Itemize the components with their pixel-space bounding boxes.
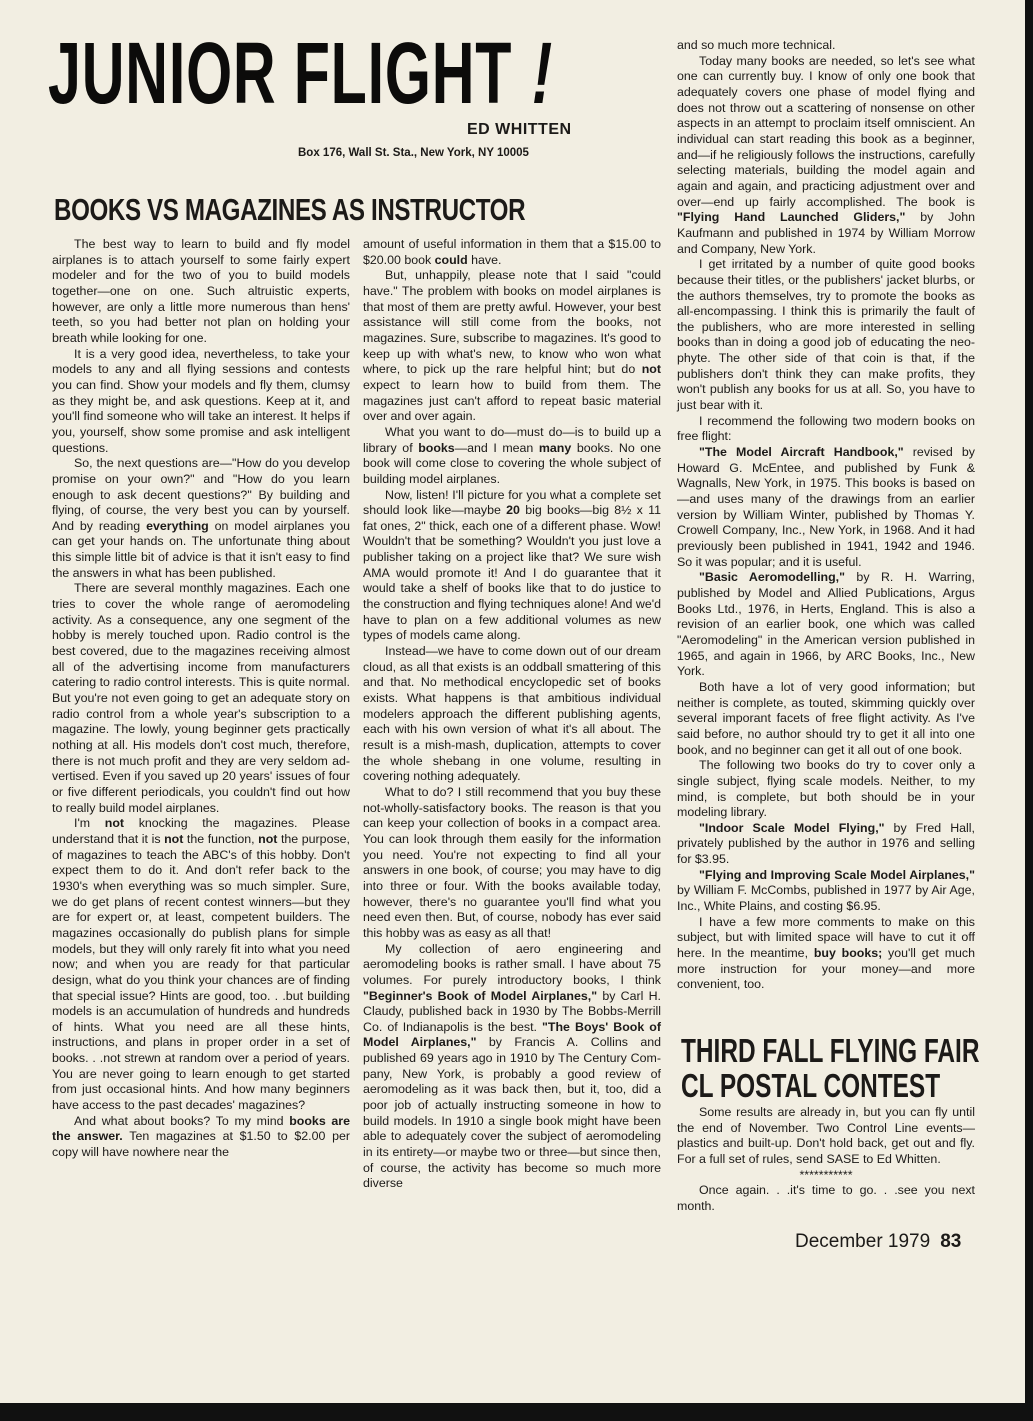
bold-text: buy books; xyxy=(813,946,883,961)
column-title-text: JUNIOR FLIGHT xyxy=(48,24,513,123)
paragraph xyxy=(52,581,350,816)
bold-text: not xyxy=(641,362,661,377)
text-run: Some results are already in, but you can fly until the end of November. Two Control Line events—plastics and built-up. Don't hold back, get out and fly. For a full set of rules, send SASE to Ed Whitten. xyxy=(677,1105,975,1166)
text-run: Instead—we have to come down out of our dream cloud, as all that exists is an oddball smattering of this and that. No methodical encyclopedic set of books exists. What happens is that ambitious individual modelers approach the different publishing agents, each with his own version of what it's all about. The result is a mish-mash, duplication, attempts to cover the whole shebang in one volume, resulting in covering nothing adequately. xyxy=(363,644,661,784)
bold-text: 20 xyxy=(506,503,520,518)
bold-text: not xyxy=(104,816,125,831)
text-run: by Carl H. Claudy, published back in 1930 by The Bobbs-Merrill Co. of Indianapolis is the best. xyxy=(363,988,661,1034)
column-title-exclamation: ! xyxy=(526,24,561,123)
text-run: on model airplanes you can get your hands on. The unfortunate thing about this simple little bit of advice is that it isn't easy to find the answers in what has been published. xyxy=(52,518,351,580)
text-run: It is a very good idea, nevertheless, to take your models to any and all flying sessions and contests you can find. Show your models and fly them, clumsy as they might be, and ask questions. Keep at it, and you'll find someone who will take an interest. It helps if you, yourself, show some promise and ask intelligent questions. xyxy=(52,346,350,455)
text-run: And what about books? To my mind xyxy=(74,1113,290,1128)
text-run: What you want to do—must do—is to build up a library of xyxy=(363,424,661,455)
text-run: Ten magazines at $1.50 to $2.00 per copy will have nowhere near the xyxy=(52,1129,350,1160)
article-column-3 xyxy=(677,38,975,993)
bold-text: not xyxy=(164,831,184,846)
text-run: by Francis A. Collins and published 69 years ago in 1910 by The Century Company, New York, is probably a good review of aeromodeling as it was back then, but it, too, did a poor job of actually instructing someone in how to build models. In 1910 a single book might have been able to adequately cover the subject of aeromodeling in its entirety—or maybe two or three—but since then, of course, the activity has become so much more diverse xyxy=(363,1035,661,1191)
bold-text: books are the answer. xyxy=(52,1113,350,1144)
bold-text: "Basic Aeromodelling," xyxy=(699,570,845,585)
text-run: The following two books do try to cover only a single subject, flying scale models. Neither, to my mind, is complete, but both should be in your modeling library. xyxy=(677,758,975,820)
text-run: What to do? I still recommend that you buy these not-wholly-satisfactory books. The reason is that you can keep your collection of books in a compact area. You can look through them easily for the information you need. You're not expecting to find all your answers in one book, of course; you may have to dig into three or four. With the books available today, however, there's no guarantee you'll find what you need even then. But, of course, nobody has ever said this hobby was as easy as all that! xyxy=(363,784,661,940)
paragraph xyxy=(52,347,350,457)
text-run: Once again. . .it's time to go. . .see you next month. xyxy=(677,1183,975,1213)
text-run: My collection of aero engineering and aeromodeling books is rather small. I have about 75 volumes. For purely introductory books, I think xyxy=(363,941,661,987)
paragraph xyxy=(52,1114,350,1161)
text-run: —and I mean xyxy=(454,440,539,455)
text-run: Both have a lot of very good information; but neither is complete, as touted, skimming quickly over several imporant facets of free flight activity. As I've said before, no author should try to get it all into one book, and no beginner can get it all out of one book. xyxy=(677,679,975,757)
separator-stars xyxy=(677,1168,975,1184)
column-title xyxy=(48,24,561,123)
paragraph xyxy=(677,821,975,868)
article-column-1 xyxy=(52,237,350,1161)
text-run: and so much more technical. xyxy=(677,38,836,52)
sidebar-headline-line-1: THIRD FALL FLYING FAIR xyxy=(681,1032,980,1070)
bold-text: "Flying and Improving Scale Model Airplanes," xyxy=(699,867,975,882)
text-run: by Fred Hall, privately published by the author in 1976 and selling for $3.95. xyxy=(677,820,975,867)
paragraph xyxy=(363,425,661,488)
paragraph xyxy=(677,414,975,445)
article-headline: BOOKS VS MAGAZINES AS INSTRUCTOR xyxy=(54,192,526,227)
paragraph xyxy=(363,488,661,645)
bold-text: "The Model Aircraft Handbook," xyxy=(699,445,904,460)
paragraph xyxy=(677,758,975,821)
sidebar-body xyxy=(677,1105,975,1215)
sidebar-headline-line-2: CL POSTAL CONTEST xyxy=(681,1067,941,1105)
text-run: the function, xyxy=(183,831,259,846)
text-run: have. xyxy=(467,252,502,267)
paragraph xyxy=(677,868,975,915)
bold-text: many xyxy=(538,440,572,455)
bold-text: "Flying Hand Launched Gliders," xyxy=(677,210,906,225)
bold-text: books xyxy=(418,440,455,455)
paragraph xyxy=(677,1105,975,1168)
scan-edge-right xyxy=(1025,0,1033,1421)
text-run: *********** xyxy=(799,1167,853,1182)
author-byline: ED WHITTEN xyxy=(467,121,572,138)
text-run: expect to learn how to build from them. The magazines just can't afford to repeat basic material over and over again. xyxy=(363,377,661,424)
text-run: I get irritated by a number of quite good books because their titles, or the publishers' jacket blurbs, or the authors themselves, try to promote the books as all-encompassing. I think this is primarily the fault of the publishers, who are more interested in selling books than in doing a good job of educating the neophyte. The other side of that coin is that, if the publishers don't think they can make profits, they won't publish any books for us at all. So, you have to just bear with it. xyxy=(677,257,975,413)
text-run: There are several monthly magazines. Each one tries to cover the whole range of aeromodeling activity. As a consequence, any one segment of the hobby is merely touched upon. Radio control is the best covered, due to the magazines receiving almost all of the advertising income from manufacturers catering to radio control interests. This is quite normal. But you're not even going to get an adequate story on radio control from a whole year's subscription to a magazine. The lowly, young beginner gets practically nothing at all. His models don't cost much, therefore, there is not much profit and they are very seldom advertised. Even if you saved up 20 years' issues of four or five different periodicals, you couldn't find out how to really build model airplanes. xyxy=(52,581,350,815)
paragraph xyxy=(52,816,350,1113)
text-run: by R. H. Warring, published by Model and Allied Publications, Argus Books Ltd., 1976, in Herts, England. This is also a revision of an earlier book, one which was called "Aeromodeling" in the American version published in 1965, and again in 1966, by ARC Books, Inc., New York. xyxy=(677,570,975,679)
text-run: books. No one book will come close to covering the whole subject of building model airplanes. xyxy=(363,440,661,486)
bold-text: could xyxy=(434,252,468,267)
paragraph xyxy=(677,38,975,54)
text-run: the purpose, of magazines to teach the ABC's of this hobby. Don't expect them to do it. And don't refer back to the 1930's when everything was so much simpler. Sure, we do get plans of recent contest winners—but they are for expert or, at least, competent builders. The magazines occasionally do publish plans for simple models, but they will only rarely fit into what you need now; and when you are ready for that particular design, what do you think your chances are of finding that special issue? Hints are good, too. . .but building models is an accumulation of hundreds and hundreds of hints. What you need are all these hints, instructions, and plans in proper order in a set of books. . .not strewn at random over a period of years. You are never going to learn enough to get started from just occasional hints. And how many beginners have access to the past decades' magazines? xyxy=(52,831,350,1113)
text-run: But, unhappily, please note that I said "could have." The problem with books on model airplanes is that most of them are pretty awful. However, your best assistance will still come from the books, not magazines. Sure, subscribe to magazines. It's good to keep up with what's new, to know who won what where, to pick up the rare helpful hint; but do xyxy=(363,268,661,377)
paragraph xyxy=(52,237,350,347)
paragraph xyxy=(677,54,975,258)
paragraph xyxy=(677,445,975,570)
text-run: Now, listen! I'll picture for you what a complete set should look like—maybe xyxy=(363,487,661,518)
scan-edge-bottom xyxy=(0,1403,1033,1421)
right-column-stack xyxy=(677,38,980,1253)
bold-text: "Beginner's Book of Model Airplanes," xyxy=(363,988,598,1003)
text-run: big books—big 8½ x 11 fat ones, 2" thick, each one of a different phase. Wow! Wouldn't that be something? Wouldn't you just love a publisher taking on a project like that? We sure wish AMA would promote it! And I do guarantee that it would take a shelf of books like that to do justice to the construction and flying techniques alone! And we'd have to plan on a few additional volumes as new types of models came along. xyxy=(363,503,661,643)
paragraph xyxy=(677,915,975,993)
page-number: 83 xyxy=(940,1230,962,1252)
bold-text: everything xyxy=(146,518,209,533)
paragraph xyxy=(677,680,975,758)
text-run: knocking the magazines. Please understand that it is xyxy=(52,816,350,846)
issue-date: December 1979 xyxy=(795,1230,931,1252)
text-run: by William F. McCombs, published in 1977 by Air Age, Inc., White Plains, and costing $6.95. xyxy=(677,883,975,914)
paragraph xyxy=(52,456,350,581)
paragraph xyxy=(363,237,661,268)
paragraph xyxy=(677,257,975,414)
text-run: by John Kaufmann and published in 1974 by William Morrow and Company, New York. xyxy=(677,210,975,256)
text-run: The best way to learn to build and fly model airplanes is to attach yourself to some fairly expert modeler and for the two of you to build models together—one on one. Such altruistic experts, however, are only a little more numerous than hens' teeth, so you had better not plan on holding your breath while looking for one. xyxy=(52,237,350,345)
text-run: I recommend the following two modern books on free flight: xyxy=(677,413,975,444)
text-run: So, the next questions are—"How do you develop promise on your own?" and "How do you learn enough to ask decent questions?" By building and flying, of course, the very best you can by yourself. And by reading xyxy=(52,456,350,533)
article-column-2 xyxy=(363,237,661,1192)
bold-text: not xyxy=(258,831,278,846)
paragraph xyxy=(363,644,661,785)
text-run: amount of useful information in them that a $15.00 to $20.00 book xyxy=(363,237,661,267)
paragraph xyxy=(363,268,661,425)
paragraph xyxy=(677,1183,975,1214)
paragraph xyxy=(363,785,661,942)
bold-text: "The Boys' Book of Model Airplanes," xyxy=(363,1019,661,1050)
text-run: I'm xyxy=(74,816,105,831)
sidebar-headline xyxy=(681,1032,980,1105)
paragraph xyxy=(363,942,661,1193)
text-run: Today many books are needed, so let's see what one can currently buy. I know of only one book that adequately covers one phase of model flying and does not throw out a scattering of nonsense on other aspects in an attempt to proclaim itself omniscient. An individual can start reading this book as a beginner, and—if he religiously follows the instructions, carefully selecting materials, building the model again and again and again, and practicing adjustment over and over—end up fairly accomplished. The book is xyxy=(677,53,975,209)
author-address: Box 176, Wall St. Sta., New York, NY 10005 xyxy=(298,147,529,159)
text-run: revised by Howard G. McEntee, and published by Funk & Wagnalls, New York, in 1975. This books is based on—and uses many of the drawings from an earlier version by William Winter, published by Thomas Y. Crowell Company, Inc., New York, in 1968. And it had previously been published in 1941, 1942 and 1946. So it was popular; and it is useful. xyxy=(677,445,975,569)
page-footer xyxy=(795,1231,977,1253)
text-run: I have a few more comments to make on this subject, but with limited space will have to cut it off here. In the meantime, xyxy=(677,914,975,961)
text-run: you'll get much more instruction for your money—and more convenient, too. xyxy=(677,946,975,992)
bold-text: "Indoor Scale Model Flying," xyxy=(699,820,885,835)
paragraph xyxy=(677,570,975,680)
